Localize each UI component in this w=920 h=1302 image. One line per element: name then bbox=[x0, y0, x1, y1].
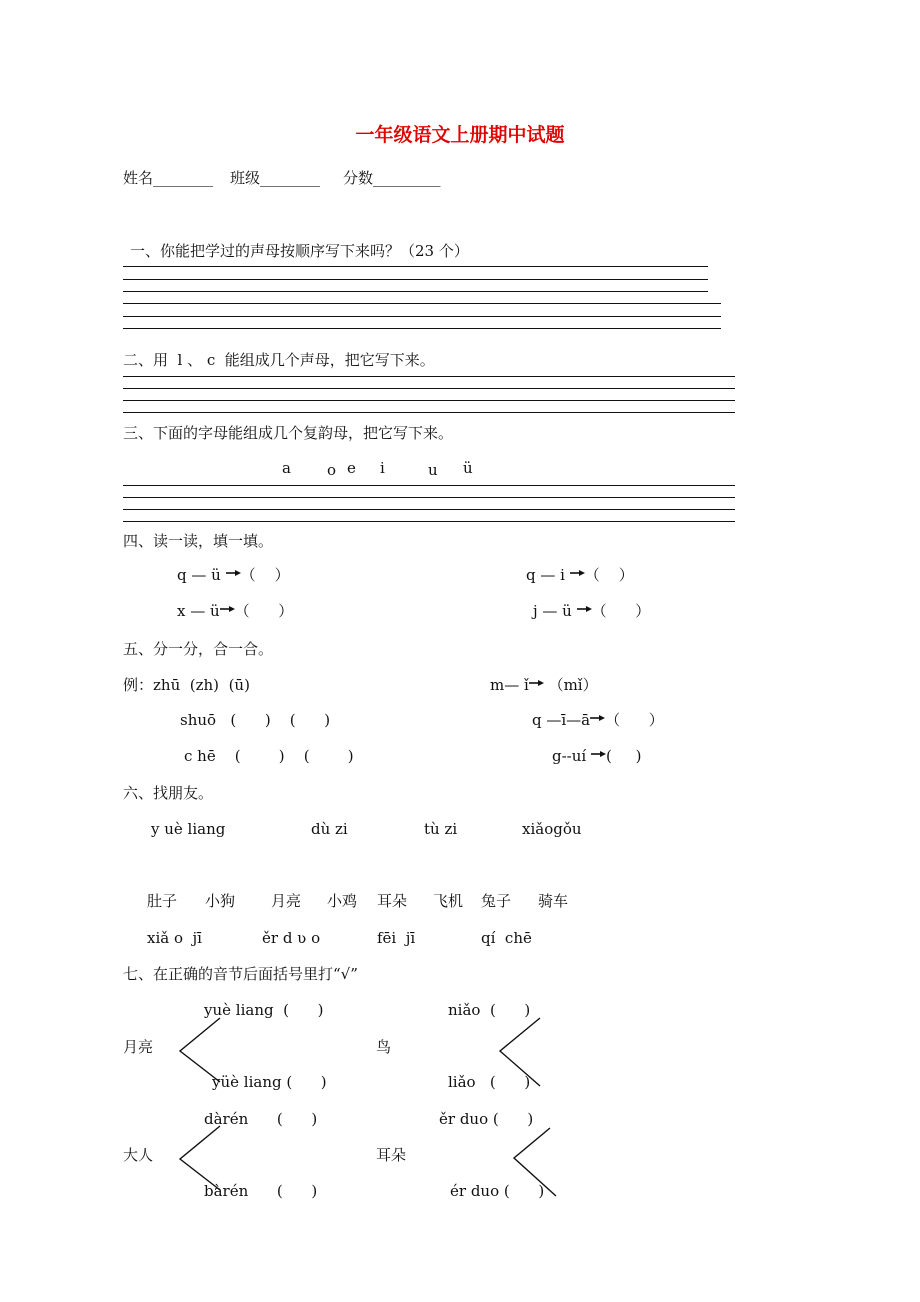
q5-item-3[interactable]: c hē ( ) ( ) bbox=[184, 747, 354, 765]
q4-item-1 bbox=[177, 566, 290, 584]
q4-title: 四、读一读，填一填。 bbox=[123, 532, 274, 550]
letter: e bbox=[347, 459, 356, 477]
pinyin-option[interactable]: xiǎogǒu bbox=[522, 820, 582, 838]
writing-line bbox=[123, 266, 708, 267]
letter: o bbox=[327, 461, 337, 479]
answer-bracket[interactable]: （ ） bbox=[591, 602, 651, 620]
score-field[interactable]: 分数_________ bbox=[343, 169, 441, 187]
arrow-right-icon bbox=[529, 680, 544, 686]
letter: i bbox=[380, 459, 385, 477]
pinyin-formula: q — ü bbox=[177, 566, 221, 584]
q1-title: 一、你能把学过的声母按顺序写下来吗？（23 个） bbox=[130, 242, 469, 260]
choice-option[interactable]: ér duo ( ) bbox=[450, 1182, 545, 1200]
choice-option[interactable]: yüè liang ( ) bbox=[212, 1073, 327, 1091]
page-title: 一年级语文上册期中试题 bbox=[355, 124, 565, 146]
word-option[interactable]: 兔子 bbox=[481, 892, 512, 910]
example-answer: （mǐ） bbox=[548, 676, 598, 694]
answer-bracket[interactable]: （ ） bbox=[605, 711, 664, 729]
word-option[interactable]: 小鸡 bbox=[327, 892, 358, 910]
arrow-right-icon bbox=[220, 606, 235, 612]
choice-option[interactable]: bàrén ( ) bbox=[204, 1182, 318, 1200]
q4-item-2 bbox=[526, 566, 634, 584]
choice-option[interactable]: liǎo ( ) bbox=[448, 1073, 531, 1091]
pinyin-formula: j — ü bbox=[533, 602, 572, 620]
pinyin-option[interactable]: y uè liang bbox=[151, 820, 226, 838]
q5-title: 五、分一分，合一合。 bbox=[123, 640, 274, 658]
writing-line bbox=[123, 412, 735, 413]
pinyin-option[interactable]: ěr d ʋ o bbox=[262, 929, 321, 947]
class-field[interactable]: 班级________ bbox=[230, 169, 321, 187]
answer-bracket[interactable]: （ ） bbox=[584, 566, 634, 584]
word-option[interactable]: 小狗 bbox=[205, 892, 236, 910]
answer-bracket[interactable]: ( ) bbox=[605, 747, 642, 765]
pinyin-option[interactable]: tù zi bbox=[424, 820, 458, 838]
arrow-right-icon bbox=[590, 715, 605, 721]
q7-word: 耳朵 bbox=[376, 1146, 407, 1164]
choice-option[interactable]: niǎo ( ) bbox=[448, 1001, 531, 1019]
pinyin-formula: q — i bbox=[526, 566, 565, 584]
writing-line bbox=[123, 509, 735, 510]
writing-line bbox=[123, 521, 735, 522]
pinyin-option[interactable]: dù zi bbox=[311, 820, 348, 838]
pinyin-formula: q —ī—ā bbox=[532, 711, 591, 729]
q7-word: 月亮 bbox=[123, 1038, 154, 1056]
writing-line bbox=[123, 316, 721, 317]
q7-title: 七、在正确的音节后面括号里打“√” bbox=[123, 965, 358, 983]
q5-example-left: 例：zhū (zh) (ū) bbox=[123, 676, 250, 694]
arrow-right-icon bbox=[577, 606, 592, 612]
word-option[interactable]: 耳朵 bbox=[377, 892, 408, 910]
pinyin-option[interactable]: xiǎ o jī bbox=[147, 929, 202, 947]
pinyin-option[interactable]: fēi jī bbox=[377, 929, 416, 947]
word-option[interactable]: 肚子 bbox=[147, 892, 178, 910]
name-field[interactable]: 姓名________ bbox=[123, 169, 214, 187]
writing-line bbox=[123, 328, 721, 329]
q5-item-1[interactable]: shuō ( ) ( ) bbox=[180, 711, 331, 729]
writing-line bbox=[123, 485, 735, 486]
word-option[interactable]: 骑车 bbox=[538, 892, 569, 910]
writing-line bbox=[123, 279, 708, 280]
word-option[interactable]: 飞机 bbox=[433, 892, 464, 910]
pinyin-formula: x — ü bbox=[177, 602, 220, 620]
q2-title: 二、用 l 、 c 能组成几个声母，把它写下来。 bbox=[123, 351, 435, 369]
arrow-right-icon bbox=[570, 570, 585, 576]
pinyin-formula: g--uí bbox=[552, 747, 587, 765]
q4-item-3 bbox=[177, 602, 293, 620]
arrow-right-icon bbox=[591, 751, 606, 757]
writing-line bbox=[123, 376, 735, 377]
answer-bracket[interactable]: （ ） bbox=[234, 602, 294, 620]
q6-title: 六、找朋友。 bbox=[123, 784, 214, 802]
q7-word: 大人 bbox=[123, 1146, 154, 1164]
q5-item-2 bbox=[532, 711, 664, 729]
q5-item-4 bbox=[552, 747, 642, 765]
writing-line bbox=[123, 497, 735, 498]
word-option[interactable]: 月亮 bbox=[271, 892, 302, 910]
letter: a bbox=[282, 459, 291, 477]
choice-option[interactable]: ěr duo ( ) bbox=[439, 1110, 534, 1128]
writing-line bbox=[123, 388, 735, 389]
writing-line bbox=[123, 303, 721, 304]
q3-title: 三、下面的字母能组成几个复韵母，把它写下来。 bbox=[123, 424, 454, 442]
answer-bracket[interactable]: （ ） bbox=[240, 566, 290, 584]
writing-line bbox=[123, 291, 708, 292]
letter: ü bbox=[463, 459, 473, 477]
letter: u bbox=[428, 461, 438, 479]
q4-item-4 bbox=[533, 602, 650, 620]
pinyin-formula: m— ǐ bbox=[490, 676, 529, 694]
arrow-right-icon bbox=[226, 570, 241, 576]
q5-example-right bbox=[490, 676, 598, 694]
choice-option[interactable]: dàrén ( ) bbox=[204, 1110, 318, 1128]
choice-option[interactable]: yuè liang ( ) bbox=[204, 1001, 324, 1019]
q7-word: 鸟 bbox=[376, 1038, 392, 1056]
pinyin-option[interactable]: qí chē bbox=[481, 929, 532, 947]
writing-line bbox=[123, 400, 735, 401]
